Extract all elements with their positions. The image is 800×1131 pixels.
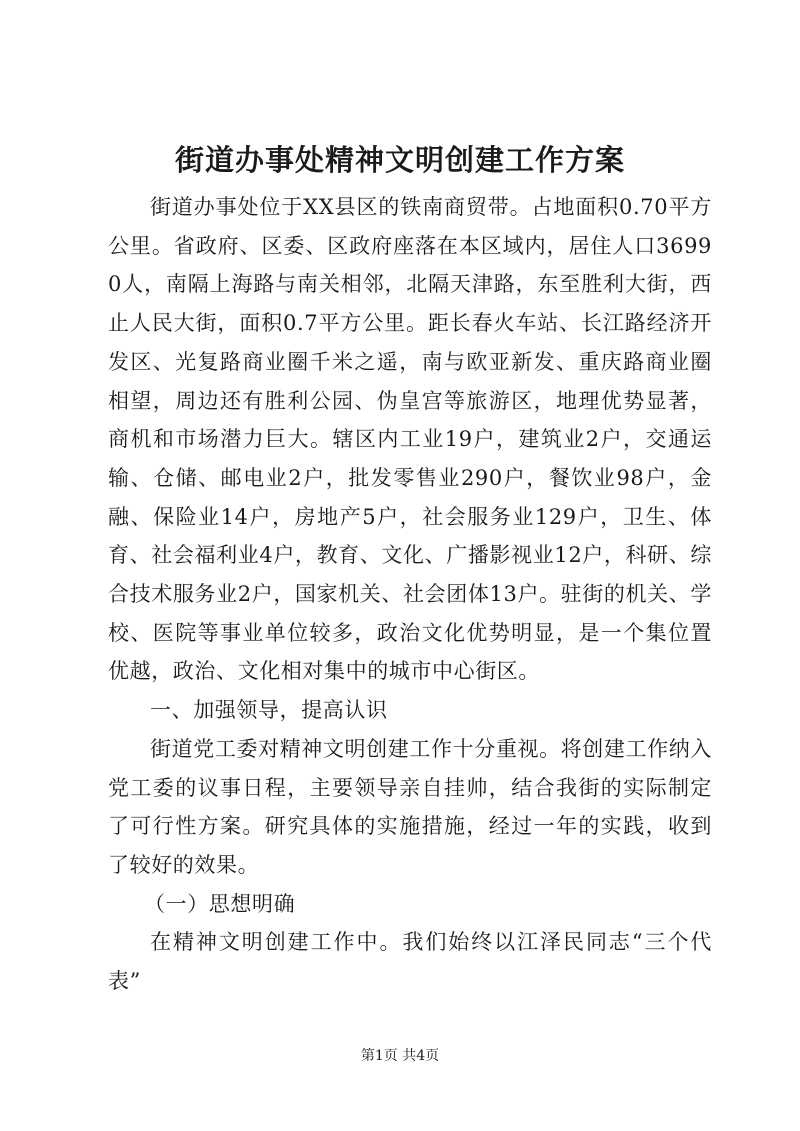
section-heading-1: 一、加强领导，提高认识 [150,698,388,723]
page-number-footer: 第1页 共4页 [360,1048,440,1064]
intro-paragraph: 街道办事处位于XX县区的铁南商贸带。占地面积0.70平方公里。省政府、区委、区政府座落在本区域内，居住人口36990人，南隔上海路与南关相邻，北隔天津路，东至胜利大街，西止人民大街，面积0.7平方公里。距长春火车站、长江路经济开发区、光复路商业圈千米之遥，南与欧亚新发、重庆路商业圈相望，周边还有胜利公园、伪皇宫等旅游区，地理优势显著，商机和市场潜力巨大。辖区内工业19户，建筑业2户，交通运输、仓储、邮电业2户，批发零售业290户，餐饮业98户，金融、保险业14户，房地产5户，社会服务业129户，卫生、体育、社会福利业4户，教育、文化、广播影视业12户，科研、综合技术服务业2户，国家机关、社会团体13户。驻街的机关、学校、医院等事业单位较多，政治文化优势明显，是一个集位置优越，政治、文化相对集中的城市中心街区。 [108,195,712,684]
subsection-1-paragraph: 在精神文明创建工作中。我们始终以江泽民同志“三个代表” [108,930,712,994]
subsection-heading-1: （一）思想明确 [144,891,296,916]
section-1-paragraph: 街道党工委对精神文明创建工作十分重视。将创建工作纳入党工委的议事日程，主要领导亲自挂帅，结合我街的实际制定了可行性方案。研究具体的实施措施，经过一年的实践，收到了较好的效果。 [108,736,712,877]
document-title: 街道办事处精神文明创建工作方案 [174,143,625,177]
document-body [108,188,712,1001]
